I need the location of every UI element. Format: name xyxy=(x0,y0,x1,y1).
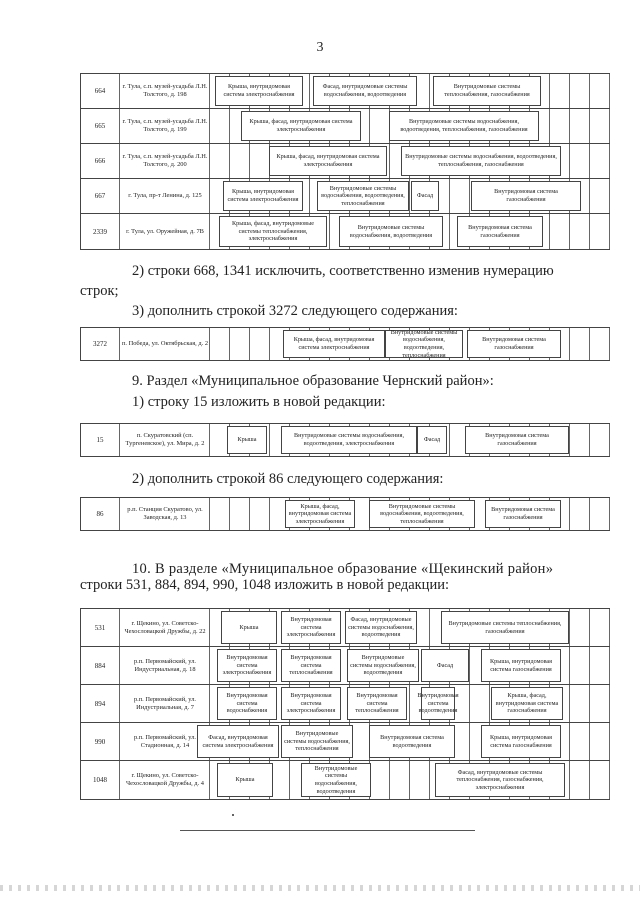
table-row-15 xyxy=(80,423,610,457)
work-type-box: Крыша, внутридомовая система электроснабжения xyxy=(215,76,303,106)
grid-line xyxy=(269,328,270,360)
row-address: р.п. Станция Скуратово, ул. Заводская, д. 13 xyxy=(119,498,210,530)
grid-line xyxy=(249,144,250,178)
grid-line xyxy=(469,647,470,684)
paragraph-add-row-3272: 3) дополнить строкой 3272 следующего содержания: xyxy=(132,303,458,319)
table-row xyxy=(81,723,609,761)
table-row xyxy=(81,214,609,249)
work-type-box: Внутридомовая система водоснабжения xyxy=(217,687,277,720)
work-type-box: Внутридомовая система газоснабжения xyxy=(465,426,569,454)
work-type-box: Крыша xyxy=(227,426,267,454)
work-type-box: Фасад xyxy=(411,181,439,211)
grid-line xyxy=(449,424,450,456)
grid-line xyxy=(429,74,430,108)
paragraph-rows-word: строк; xyxy=(80,283,119,299)
work-type-box: Внутридомовая система газоснабжения xyxy=(457,216,543,247)
grid-line xyxy=(589,424,590,456)
grid-line xyxy=(589,74,590,108)
work-type-box: Крыша, фасад, внутридомовая система электроснабжения xyxy=(269,146,387,176)
table-row xyxy=(81,424,609,456)
grid-line xyxy=(329,214,330,249)
grid-line xyxy=(429,609,430,646)
work-type-box: Фасад xyxy=(417,426,447,454)
grid-line xyxy=(589,685,590,722)
table-shchekino-rows xyxy=(80,608,610,800)
work-type-box: Крыша, фасад, внутридомовая система газоснабжения xyxy=(491,687,563,720)
grid-line xyxy=(429,761,430,799)
table-row xyxy=(81,74,609,109)
work-type-box: Внутридомовая система электроснабжения xyxy=(281,687,341,720)
grid-line xyxy=(569,498,570,530)
grid-line xyxy=(569,424,570,456)
grid-line xyxy=(609,74,610,108)
row-address: г. Тула, с.п. музей-усадьба Л.Н. Толстого, д. 198 xyxy=(119,74,210,108)
grid-line xyxy=(549,74,550,108)
grid-line xyxy=(609,424,610,456)
work-type-box: Крыша xyxy=(221,611,277,644)
work-type-box: Внутридомовые системы водоснабжения, теплоснабжения xyxy=(281,725,353,758)
grid-line xyxy=(569,685,570,722)
grid-line xyxy=(569,328,570,360)
table-row xyxy=(81,761,609,799)
table-row xyxy=(81,685,609,723)
grid-line xyxy=(229,109,230,143)
grid-line xyxy=(589,609,590,646)
work-type-box: Внутридомовая система газоснабжения xyxy=(471,181,581,211)
work-type-box: Внутридомовая система электроснабжения xyxy=(281,611,341,644)
work-type-box: Внутридомовая система водоотведения xyxy=(421,687,455,720)
grid-line xyxy=(549,109,550,143)
row-number: 894 xyxy=(94,699,106,708)
paragraph-exclude-rows: 2) строки 668, 1341 исключить, соответственно изменив нумерацию xyxy=(132,263,554,279)
grid-line xyxy=(309,179,310,213)
work-type-box: Внутридомовые системы водоснабжения, водоотведения xyxy=(347,649,419,682)
paragraph-add-row-86: 2) дополнить строкой 86 следующего содержания: xyxy=(132,471,444,487)
grid-line xyxy=(569,74,570,108)
grid-line xyxy=(609,761,610,799)
grid-line xyxy=(309,74,310,108)
work-type-box: Внутридомовые системы водоснабжения, водоотведения, теплоснабжения xyxy=(385,330,463,358)
row-address: г. Тула, с.п. музей-усадьба Л.Н. Толстого, д. 200 xyxy=(119,144,210,178)
table-row-86 xyxy=(80,497,610,531)
row-number: 86 xyxy=(96,510,104,518)
grid-line xyxy=(609,328,610,360)
grid-line xyxy=(609,685,610,722)
work-type-box: Внутридомовые системы водоснабжения, водоотведения xyxy=(339,216,443,247)
section-10-heading: 10. В разделе «Муниципальное образование «Щекинский район» xyxy=(132,561,554,577)
work-type-box: Фасад, внутридомовая система электроснабжения xyxy=(197,725,279,758)
work-type-box: Внутридомовые системы теплоснабжения, газоснабжения xyxy=(433,76,541,106)
grid-line xyxy=(409,179,410,213)
grid-line xyxy=(569,723,570,760)
grid-line xyxy=(449,214,450,249)
work-type-box: Крыша, фасад, внутридомовые системы теплоснабжения, электроснабжения xyxy=(219,216,327,247)
grid-line xyxy=(369,109,370,143)
work-type-box: Внутридомовые системы водоснабжения, водоотведения, теплоснабжения, газоснабжения xyxy=(401,146,561,176)
work-type-box: Фасад xyxy=(421,649,469,682)
work-type-box: Внутридомовая система газоснабжения xyxy=(467,330,561,358)
grid-line xyxy=(449,179,450,213)
grid-line xyxy=(409,761,410,799)
grid-line xyxy=(609,214,610,249)
grid-line xyxy=(469,179,470,213)
work-type-box: Крыша xyxy=(217,763,273,797)
work-type-box: Фасад, внутридомовые системы водоснабжения, водоотведения xyxy=(345,611,417,644)
row-number: 666 xyxy=(94,157,106,165)
work-type-box: Внутридомовая система газоснабжения xyxy=(485,500,561,528)
work-type-box: Внутридомовые системы водоснабжения, водоотведения xyxy=(301,763,371,797)
bottom-rule xyxy=(180,830,475,831)
row-number: 884 xyxy=(94,661,106,670)
table-row xyxy=(81,647,609,685)
grid-line xyxy=(569,144,570,178)
table-row xyxy=(81,328,609,360)
work-type-box: Крыша, фасад, внутридомовая система электроснабжения xyxy=(283,330,385,358)
table-row xyxy=(81,179,609,214)
row-address: р.п. Первомайский, ул. Индустриальная, д. 7 xyxy=(119,685,210,722)
table-row xyxy=(81,144,609,179)
row-number: 667 xyxy=(94,192,106,200)
table-row xyxy=(81,498,609,530)
grid-line xyxy=(569,761,570,799)
stray-mark xyxy=(232,814,234,816)
row-number: 665 xyxy=(94,122,106,130)
row-number: 15 xyxy=(96,436,104,444)
row-number: 664 xyxy=(94,87,106,95)
grid-line xyxy=(229,144,230,178)
grid-line xyxy=(229,328,230,360)
grid-line xyxy=(609,109,610,143)
grid-line xyxy=(589,144,590,178)
work-type-box: Крыша, фасад, внутридомовая система электроснабжения xyxy=(241,111,361,141)
grid-line xyxy=(609,647,610,684)
grid-line xyxy=(589,179,590,213)
grid-line xyxy=(609,723,610,760)
grid-line xyxy=(589,723,590,760)
section-10-rows: строки 531, 884, 894, 990, 1048 изложить в новой редакции: xyxy=(80,577,449,593)
row-address: р.п. Первомайский, ул. Индустриальная, д. 18 xyxy=(119,647,210,684)
row-number: 990 xyxy=(94,737,106,746)
grid-line xyxy=(569,647,570,684)
paragraph-row-15: 1) строку 15 изложить в новой редакции: xyxy=(132,394,386,410)
grid-line xyxy=(569,609,570,646)
grid-line xyxy=(269,498,270,530)
work-type-box: Внутридомовая система теплоснабжения xyxy=(347,687,407,720)
work-type-box: Фасад, внутридомовые системы теплоснабжения, газоснабжения, электроснабжения xyxy=(435,763,565,797)
scan-edge-noise xyxy=(0,885,640,891)
grid-line xyxy=(549,214,550,249)
grid-line xyxy=(569,214,570,249)
row-address: г. Щекино, ул. Советско-Чехословацкой Дружбы, д. 4 xyxy=(119,761,210,799)
row-number: 3272 xyxy=(93,340,107,348)
table-row-3272 xyxy=(80,327,610,361)
grid-line xyxy=(589,498,590,530)
grid-line xyxy=(589,214,590,249)
row-address: г. Щекино, ул. Советско-Чехословацкой Дружбы, д. 22 xyxy=(119,609,210,646)
work-type-box: Фасад, внутридомовые системы водоснабжения, водоотведения xyxy=(313,76,417,106)
grid-line xyxy=(609,144,610,178)
section-9-heading: 9. Раздел «Муниципальное образование Чернский район»: xyxy=(132,373,494,389)
grid-line xyxy=(609,498,610,530)
table-row xyxy=(81,609,609,647)
row-address: г. Тула, ул. Оружейная, д. 7В xyxy=(119,214,210,249)
grid-line xyxy=(469,723,470,760)
grid-line xyxy=(249,498,250,530)
grid-line xyxy=(589,647,590,684)
grid-line xyxy=(229,498,230,530)
work-type-box: Крыша, внутридомовая система газоснабжения xyxy=(481,649,561,682)
grid-line xyxy=(609,179,610,213)
grid-line xyxy=(589,109,590,143)
row-address: п. Скуратовский (сп. Тургеневское), ул. Мира, д. 2 xyxy=(119,424,210,456)
work-type-box: Крыша, внутридомовая система электроснабжения xyxy=(223,181,303,211)
work-type-box: Внутридомовая система теплоснабжения xyxy=(281,649,341,682)
grid-line xyxy=(569,109,570,143)
grid-line xyxy=(389,761,390,799)
work-type-box: Внутридомовые системы водоснабжения, водоотведения, теплоснабжения, газоснабжения xyxy=(389,111,539,141)
row-address: п. Победа, ул. Октябрьская, д. 2 xyxy=(119,328,210,360)
work-type-box: Внутридомовые системы водоснабжения, водоотведения, теплоснабжения xyxy=(369,500,475,528)
work-type-box: Внутридомовые системы водоснабжения, водоотведения, теплоснабжения xyxy=(317,181,409,211)
work-type-box: Внутридомовая система водоотведения xyxy=(369,725,455,758)
grid-line xyxy=(249,328,250,360)
grid-line xyxy=(389,144,390,178)
grid-line xyxy=(589,761,590,799)
work-type-box: Внутридомовые системы теплоснабжения, газоснабжения xyxy=(441,611,569,644)
row-number: 2339 xyxy=(93,227,107,236)
row-address: г. Тула, пр-т Ленина, д. 125 xyxy=(119,179,210,213)
page-number: 3 xyxy=(316,40,324,55)
row-address: р.п. Первомайский, ул. Стадионная, д. 14 xyxy=(119,723,210,760)
work-type-box: Внутридомовая система электроснабжения xyxy=(217,649,277,682)
work-type-box: Крыша, фасад, внутридомовая система электроснабжения xyxy=(285,500,355,528)
row-number: 531 xyxy=(94,623,106,632)
grid-line xyxy=(469,685,470,722)
table-rows-664-2339 xyxy=(80,73,610,250)
row-number: 1048 xyxy=(93,776,107,784)
grid-line xyxy=(289,761,290,799)
grid-line xyxy=(269,424,270,456)
grid-line xyxy=(489,685,490,722)
grid-line xyxy=(609,609,610,646)
grid-line xyxy=(589,328,590,360)
table-row xyxy=(81,109,609,144)
work-type-box: Внутридомовые системы водоснабжения, водоотведения, электроснабжения xyxy=(281,426,417,454)
work-type-box: Крыша, внутридомовая система газоснабжения xyxy=(481,725,561,758)
row-address: г. Тула, с.п. музей-усадьба Л.Н. Толстого, д. 199 xyxy=(119,109,210,143)
grid-line xyxy=(409,685,410,722)
